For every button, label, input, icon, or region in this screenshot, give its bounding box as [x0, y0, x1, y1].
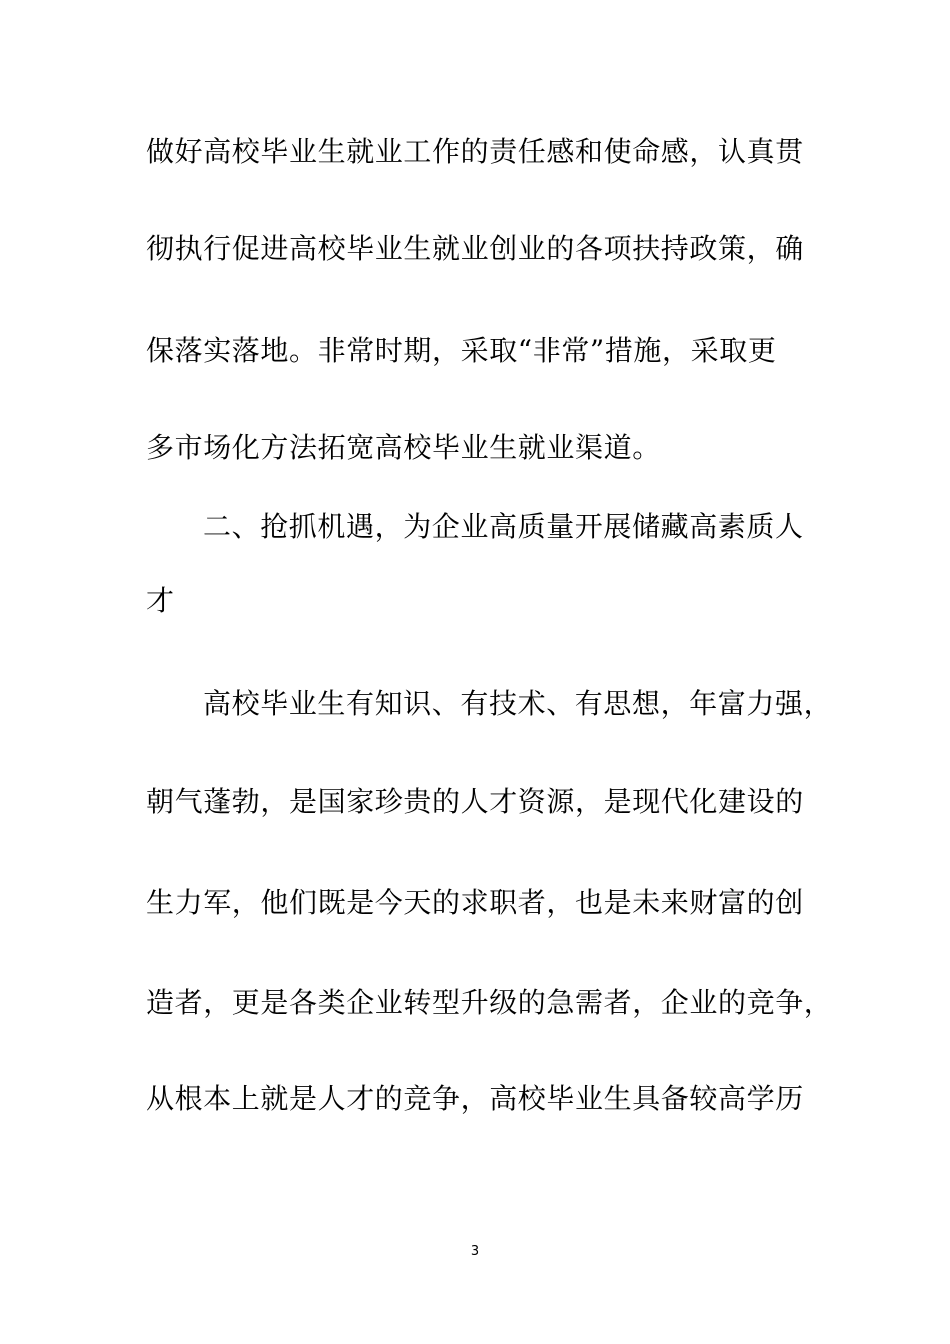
body-text-line-2: 彻执行促进高校毕业生就业创业的各项扶持政策，确: [146, 232, 804, 265]
body-text-line-6: 朝气蓬勃，是国家珍贵的人才资源，是现代化建设的: [146, 785, 804, 818]
body-text-line-4: 多市场化方法拓宽高校毕业生就业渠道。: [146, 431, 661, 464]
body-text-line-3: 保落实落地。非常时期，采取“非常”措施，采取更: [146, 334, 777, 367]
section-heading-line-2: 才: [146, 584, 175, 617]
section-heading-line-1: 二、抢抓机遇，为企业高质量开展储藏高素质人: [203, 510, 804, 543]
body-text-line-1: 做好高校毕业生就业工作的责任感和使命感，认真贯: [146, 135, 804, 168]
body-text-line-8: 造者，更是各类企业转型升级的急需者，企业的竞争，: [146, 986, 833, 1019]
body-text-line-9: 从根本上就是人才的竞争，高校毕业生具备较高学历: [146, 1082, 804, 1115]
body-text-line-7: 生力军，他们既是今天的求职者，也是未来财富的创: [146, 886, 804, 919]
body-text-line-5: 高校毕业生有知识、有技术、有思想，年富力强，: [203, 687, 833, 720]
page-number: 3: [470, 1244, 480, 1259]
